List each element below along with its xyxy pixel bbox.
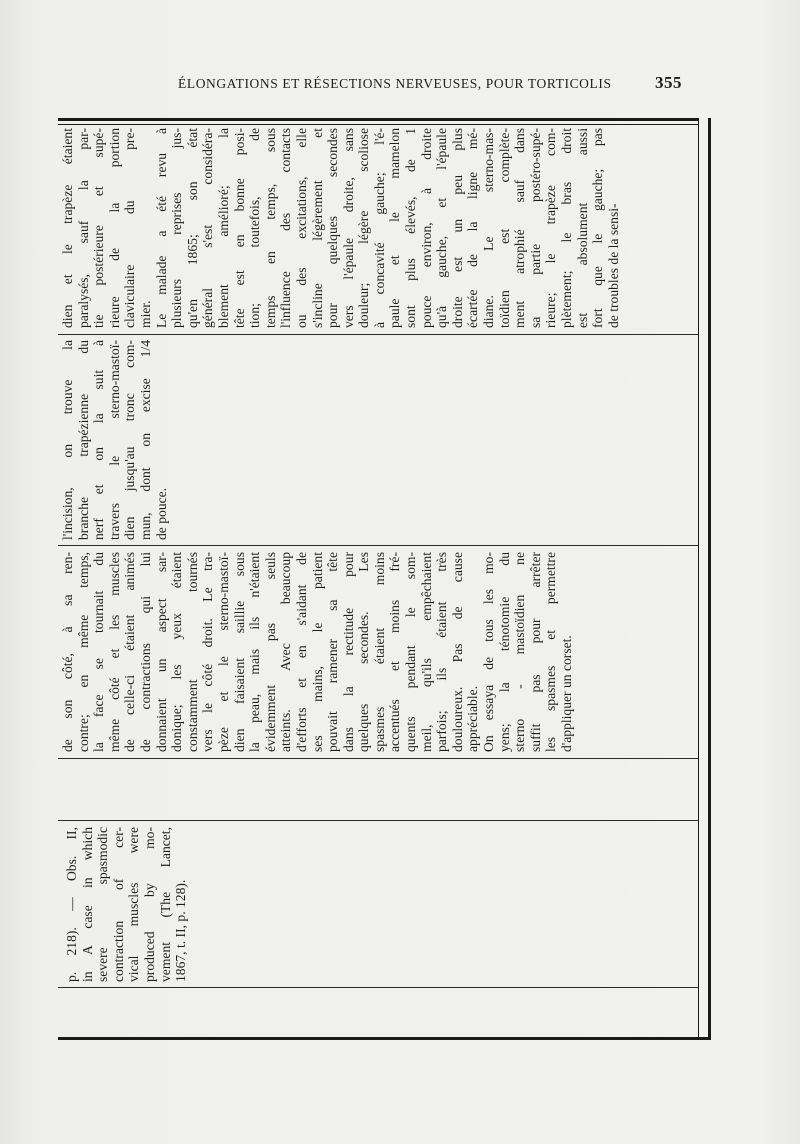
operation-line: dien jusqu'au tronc com- bbox=[122, 340, 138, 540]
table-right-rule bbox=[708, 118, 711, 1040]
symptoms-line: quents pendant le som- bbox=[403, 552, 419, 752]
column-rule-result bbox=[58, 334, 698, 335]
result-line: sa partie postéro-supé- bbox=[527, 128, 543, 328]
reference-line: produced by mo- bbox=[141, 827, 157, 982]
symptoms-line: parfois; ils étaient très bbox=[434, 552, 450, 752]
symptoms-line: la peau, mais ils n'étaient bbox=[247, 552, 263, 752]
result-line: qu'en 1865; son état bbox=[184, 128, 200, 328]
symptoms-line: yens; la ténotomie du bbox=[496, 552, 512, 752]
column-rule-reference bbox=[58, 987, 698, 988]
symptoms-line: pouvait ramener sa tête bbox=[325, 552, 341, 752]
result-line: toïdien est complète- bbox=[496, 128, 512, 328]
symptoms-line: dien faisaient saillie sous bbox=[231, 552, 247, 752]
result-line: temps en temps, sous bbox=[262, 128, 278, 328]
operation-line: de pouce. bbox=[153, 487, 169, 540]
result-line: ment atrophié sauf dans bbox=[512, 128, 528, 328]
symptoms-line: ses mains, le patient bbox=[309, 552, 325, 752]
symptoms-line: constamment tournés bbox=[184, 552, 200, 752]
operation-line: travers le sterno-mastoï- bbox=[106, 340, 122, 540]
page-number: 355 bbox=[655, 73, 682, 92]
result-line: mier. bbox=[137, 300, 153, 328]
result-line: droite est un peu plus bbox=[449, 128, 465, 328]
operation-line: branche trapézienne du bbox=[75, 340, 91, 540]
table-bottom-rule bbox=[58, 1037, 710, 1040]
column-reference bbox=[64, 827, 189, 982]
table-right-rule-inner bbox=[698, 118, 699, 1040]
symptoms-line: quelques secondes. Les bbox=[356, 552, 372, 752]
symptoms-line: de contractions qui lui bbox=[137, 552, 153, 752]
column-symptoms bbox=[60, 552, 575, 752]
table-top-rule bbox=[58, 118, 698, 121]
table-top-rule-inner bbox=[58, 124, 698, 125]
column-rule-operation bbox=[58, 545, 698, 546]
result-line: sont plus élevés, de 1 bbox=[403, 128, 419, 328]
result-line: tête est en bonne posi- bbox=[231, 128, 247, 328]
result-line: l'influence des contacts bbox=[278, 128, 294, 328]
operation-line: mun, dont on excise 1/4 bbox=[137, 340, 153, 540]
result-line: paralysés, sauf la par- bbox=[75, 128, 91, 328]
result-line: rieure; le trapèze com- bbox=[543, 128, 559, 328]
result-line: s'incline légèrement et bbox=[309, 128, 325, 328]
result-line: rieure de la portion bbox=[106, 128, 122, 328]
symptoms-line: douloureux. Pas de cause bbox=[449, 552, 465, 752]
result-line: blement amélioré; la bbox=[215, 128, 231, 328]
result-line: pour quelques secondes bbox=[325, 128, 341, 328]
symptoms-line: même côté et les muscles bbox=[106, 552, 122, 752]
symptoms-line: dans la rectitude pour bbox=[340, 552, 356, 752]
symptoms-line: la face se tournait du bbox=[91, 552, 107, 752]
reference-line: 1867, t. II, p. 128). bbox=[173, 879, 189, 982]
symptoms-line: d'efforts et en s'aidant de bbox=[293, 552, 309, 752]
result-line: claviculaire du pre- bbox=[122, 128, 138, 328]
symptoms-line: les spasmes et permettre bbox=[543, 552, 559, 752]
symptoms-line: pèze et le sterno-mastoï- bbox=[215, 552, 231, 752]
operation-line: nerf et on la suit à bbox=[91, 340, 107, 540]
symptoms-line: atteints. Avec beaucoup bbox=[278, 552, 294, 752]
symptoms-line: meil, qu'ils empêchaient bbox=[418, 552, 434, 752]
result-line: est absolument aussi bbox=[574, 128, 590, 328]
column-rule-symptoms bbox=[58, 758, 698, 759]
symptoms-line: de celle-ci étaient animés bbox=[122, 552, 138, 752]
symptoms-line: donnaient un aspect sar- bbox=[153, 552, 169, 752]
symptoms-line: vers le côté droit. Le tra- bbox=[200, 552, 216, 752]
reference-line: p. 218). — Obs. II, bbox=[64, 827, 79, 982]
result-line: qu'à gauche, et l'épaule bbox=[434, 128, 450, 328]
result-line: plètement; le bras droit bbox=[559, 128, 574, 328]
symptoms-line: appréciable. bbox=[465, 685, 481, 752]
symptoms-line: accentués et moins fré- bbox=[387, 552, 403, 752]
column-rule-gap bbox=[58, 820, 698, 821]
result-line: ou des excitations, elle bbox=[293, 128, 309, 328]
symptoms-line: suffit pas pour arrêter bbox=[527, 552, 543, 752]
reference-line: severe spasmodic bbox=[95, 827, 111, 982]
symptoms-line: d'appliquer un corset. bbox=[559, 635, 574, 752]
result-line: général s'est considéra- bbox=[200, 128, 216, 328]
reference-line: vement (The Lancet, bbox=[157, 827, 173, 982]
operation-line: l'incision, on trouve la bbox=[60, 340, 75, 540]
reference-line: in A case in which bbox=[79, 827, 95, 982]
result-line: douleur; légère scoliose bbox=[356, 128, 372, 328]
result-line: plusieurs reprises jus- bbox=[169, 128, 185, 328]
result-line: à concavité gauche; l'é- bbox=[371, 128, 387, 328]
result-line: Le malade a été revu à bbox=[153, 128, 169, 328]
result-line: pouce environ, à droite bbox=[418, 128, 434, 328]
column-result bbox=[60, 128, 621, 328]
symptoms-line: contre; en même temps, bbox=[75, 552, 91, 752]
symptoms-line: donique; les yeux étaient bbox=[169, 552, 185, 752]
symptoms-line: de son côté, à sa ren- bbox=[60, 552, 75, 752]
symptoms-line: On essaya de tous les mo- bbox=[481, 552, 497, 752]
result-line: fort que le gauche; pas bbox=[590, 128, 606, 328]
column-operation bbox=[60, 340, 169, 540]
reference-line: contraction of cer- bbox=[110, 827, 126, 982]
symptoms-line: sterno - mastoïdien ne bbox=[512, 552, 528, 752]
result-line: diane. Le sterno-mas- bbox=[481, 128, 497, 328]
result-line: écartée de la ligne mé- bbox=[465, 128, 481, 328]
running-title: ÉLONGATIONS ET RÉSECTIONS NERVEUSES, POUR TORTICOLIS bbox=[178, 76, 612, 91]
symptoms-line: spasmes étaient moins bbox=[371, 552, 387, 752]
result-line: paule et le mamelon bbox=[387, 128, 403, 328]
result-line: tion; toutefois, de bbox=[247, 128, 263, 328]
result-line: dien et le trapèze étaient bbox=[60, 128, 75, 328]
reference-line: vical muscles were bbox=[126, 827, 142, 982]
symptoms-line: évidemment pas seuls bbox=[262, 552, 278, 752]
result-line: vers l'épaule droite, sans bbox=[340, 128, 356, 328]
result-line: de troubles de la sensi- bbox=[605, 203, 621, 328]
result-line: tie postérieure et supé- bbox=[91, 128, 107, 328]
